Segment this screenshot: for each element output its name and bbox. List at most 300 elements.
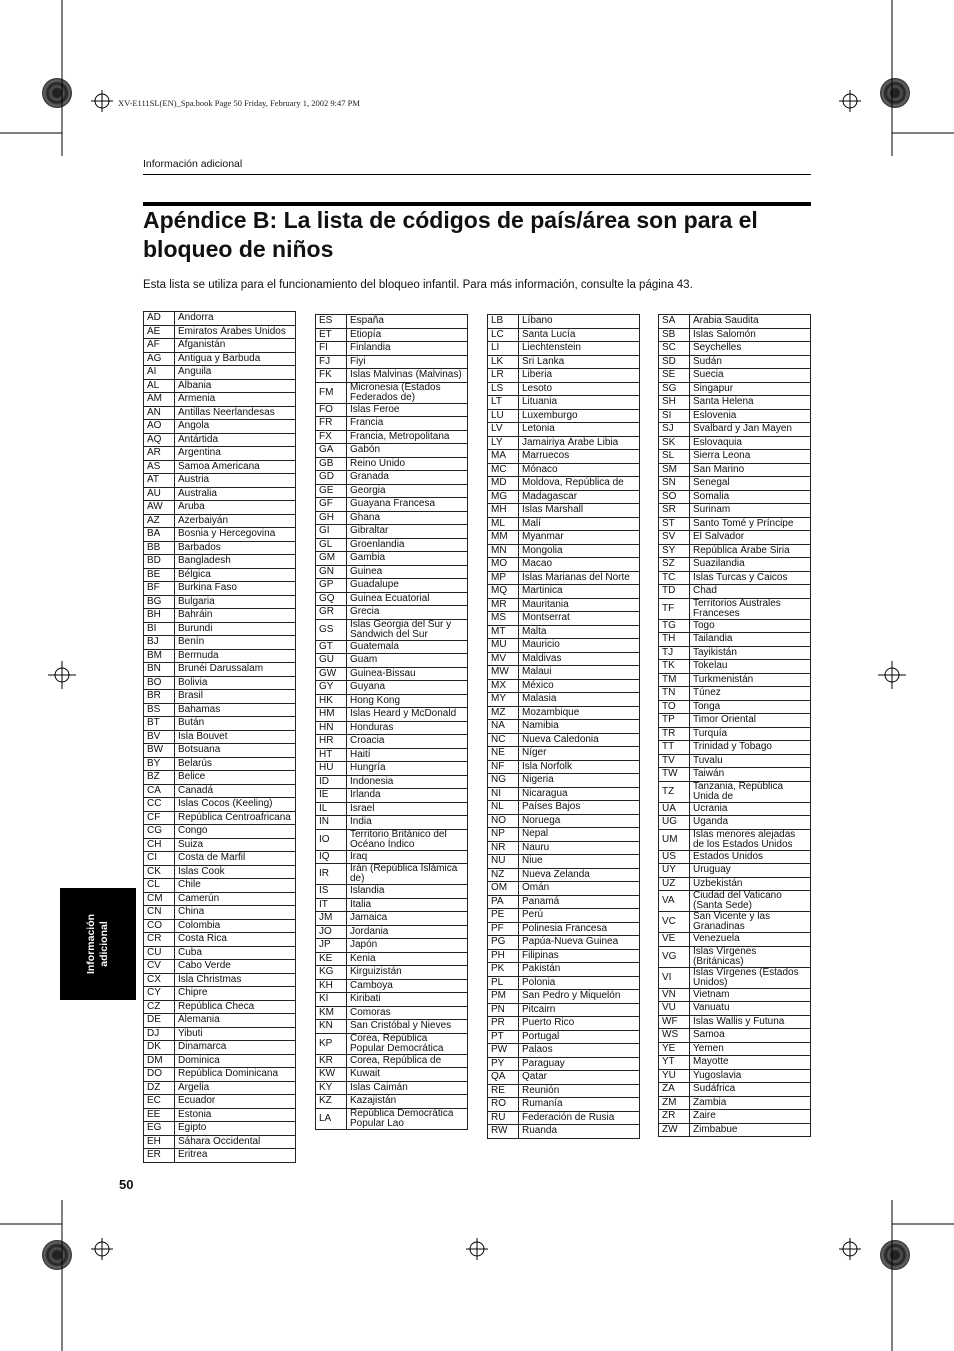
- country-code: LV: [488, 423, 519, 437]
- country-name: Dominica: [175, 1054, 296, 1068]
- country-name: Islas Cocos (Keeling): [175, 798, 296, 812]
- table-row: [144, 865, 296, 879]
- table-row: [659, 781, 811, 802]
- code-table-1: [143, 311, 296, 1163]
- table-row: [316, 315, 468, 329]
- country-code: GH: [316, 511, 347, 525]
- country-code: CN: [144, 906, 175, 920]
- table-row: [488, 801, 640, 815]
- table-row: [659, 558, 811, 572]
- country-code: NZ: [488, 868, 519, 882]
- country-code: AI: [144, 366, 175, 380]
- table-row: [316, 681, 468, 695]
- country-code: TO: [659, 700, 690, 714]
- country-name: Zambia: [690, 1096, 811, 1110]
- table-row: [144, 366, 296, 380]
- table-row: [659, 1002, 811, 1016]
- country-code: LT: [488, 396, 519, 410]
- table-row: [659, 355, 811, 369]
- country-name: Samoa: [690, 1029, 811, 1043]
- table-row: [659, 342, 811, 356]
- country-code: BV: [144, 730, 175, 744]
- country-code: BE: [144, 568, 175, 582]
- table-row: [488, 652, 640, 666]
- country-name: Yemen: [690, 1042, 811, 1056]
- table-row: [316, 864, 468, 885]
- table-row: [316, 735, 468, 749]
- country-name: Corea, República de: [347, 1054, 468, 1068]
- country-code: GS: [316, 619, 347, 640]
- table-row: [144, 1000, 296, 1014]
- country-name: Congo: [175, 825, 296, 839]
- country-name: Trinidad y Tobago: [690, 741, 811, 755]
- country-code: BB: [144, 541, 175, 555]
- table-row: [488, 612, 640, 626]
- country-code: EE: [144, 1108, 175, 1122]
- country-name: Belarús: [175, 757, 296, 771]
- country-name: Francia: [347, 417, 468, 431]
- country-code: GD: [316, 471, 347, 485]
- country-name: Bangladesh: [175, 555, 296, 569]
- table-row: [659, 517, 811, 531]
- country-name: Liechtenstein: [519, 342, 640, 356]
- country-name: Polinesia Francesa: [519, 922, 640, 936]
- table-row: [316, 342, 468, 356]
- country-name: Lituania: [519, 396, 640, 410]
- country-code: AD: [144, 312, 175, 326]
- country-name: Camerún: [175, 892, 296, 906]
- country-code: CX: [144, 973, 175, 987]
- country-name: Turkmenistán: [690, 673, 811, 687]
- table-row: [659, 396, 811, 410]
- country-name: Islas Feroe: [347, 403, 468, 417]
- country-code: NI: [488, 787, 519, 801]
- page-title: Apéndice B: La lista de códigos de país/área son para el bloqueo de niños: [143, 207, 758, 262]
- country-code: AN: [144, 406, 175, 420]
- side-tab: [60, 888, 136, 1000]
- country-code: BT: [144, 717, 175, 731]
- country-code: ST: [659, 517, 690, 531]
- country-name: Países Bajos: [519, 801, 640, 815]
- table-row: [488, 1084, 640, 1098]
- table-row: [488, 315, 640, 329]
- table-row: [144, 676, 296, 690]
- table-row: [488, 517, 640, 531]
- country-code: PW: [488, 1044, 519, 1058]
- country-code: BD: [144, 555, 175, 569]
- country-name: Santo Tomé y Príncipe: [690, 517, 811, 531]
- table-row: [316, 619, 468, 640]
- country-name: China: [175, 906, 296, 920]
- country-name: Ucrania: [690, 802, 811, 816]
- country-name: Zaire: [690, 1110, 811, 1124]
- country-code: EC: [144, 1095, 175, 1109]
- country-name: Paraguay: [519, 1057, 640, 1071]
- country-code: BF: [144, 582, 175, 596]
- country-code: IR: [316, 864, 347, 885]
- country-name: Andorra: [175, 312, 296, 326]
- table-row: [144, 987, 296, 1001]
- table-row: [659, 912, 811, 933]
- table-row: [144, 1041, 296, 1055]
- table-row: [659, 816, 811, 830]
- table-row: [316, 1054, 468, 1068]
- country-name: Suazilandia: [690, 558, 811, 572]
- country-code: CA: [144, 784, 175, 798]
- country-name: Bermuda: [175, 649, 296, 663]
- country-code: KH: [316, 979, 347, 993]
- country-name: Perú: [519, 909, 640, 923]
- country-name: Burkina Faso: [175, 582, 296, 596]
- country-name: Antillas Neerlandesas: [175, 406, 296, 420]
- table-row: [659, 409, 811, 423]
- country-name: Armenia: [175, 393, 296, 407]
- country-name: Vietnam: [690, 988, 811, 1002]
- table-row: [488, 1071, 640, 1085]
- table-row: [144, 1081, 296, 1095]
- table-row: [144, 528, 296, 542]
- table-row: [144, 514, 296, 528]
- table-row: [488, 409, 640, 423]
- table-row: [316, 912, 468, 926]
- country-code: FX: [316, 430, 347, 444]
- country-code: KY: [316, 1081, 347, 1095]
- table-row: [144, 1054, 296, 1068]
- country-name: Guinea: [347, 565, 468, 579]
- table-row: [488, 841, 640, 855]
- country-name: Mongolia: [519, 544, 640, 558]
- country-code: SB: [659, 328, 690, 342]
- country-code: GW: [316, 667, 347, 681]
- table-row: [488, 720, 640, 734]
- country-name: Haití: [347, 748, 468, 762]
- country-code: IE: [316, 789, 347, 803]
- country-name: Seychelles: [690, 342, 811, 356]
- table-row: [488, 504, 640, 518]
- country-code: LA: [316, 1108, 347, 1129]
- page-number: 50: [119, 1177, 134, 1192]
- country-name: Bahamas: [175, 703, 296, 717]
- country-name: Polonia: [519, 976, 640, 990]
- table-row: [659, 741, 811, 755]
- table-row: [488, 760, 640, 774]
- country-name: Guinea Ecuatorial: [347, 592, 468, 606]
- country-name: Tonga: [690, 700, 811, 714]
- country-code: SM: [659, 463, 690, 477]
- country-code: SK: [659, 436, 690, 450]
- table-row: [316, 775, 468, 789]
- country-code: VG: [659, 946, 690, 967]
- table-row: [316, 979, 468, 993]
- table-row: [316, 885, 468, 899]
- country-name: Isla Norfolk: [519, 760, 640, 774]
- country-name: Islas Cook: [175, 865, 296, 879]
- country-name: Túnez: [690, 687, 811, 701]
- country-code: KP: [316, 1033, 347, 1054]
- country-name: Yugoslavia: [690, 1069, 811, 1083]
- country-name: Hong Kong: [347, 694, 468, 708]
- country-code: BZ: [144, 771, 175, 785]
- table-row: [488, 625, 640, 639]
- country-code: HK: [316, 694, 347, 708]
- country-code: EG: [144, 1122, 175, 1136]
- table-row: [659, 315, 811, 329]
- country-code: TP: [659, 714, 690, 728]
- table-row: [316, 382, 468, 403]
- table-row: [488, 828, 640, 842]
- country-code: NE: [488, 747, 519, 761]
- country-name: Tuvalu: [690, 754, 811, 768]
- table-row: [659, 1042, 811, 1056]
- country-name: Egipto: [175, 1122, 296, 1136]
- country-name: Timor Oriental: [690, 714, 811, 728]
- country-code: GA: [316, 444, 347, 458]
- country-code: ZM: [659, 1096, 690, 1110]
- table-row: [144, 1135, 296, 1149]
- country-code: MH: [488, 504, 519, 518]
- table-row: [144, 744, 296, 758]
- table-row: [659, 598, 811, 619]
- country-name: Georgia: [347, 484, 468, 498]
- country-name: Alemania: [175, 1014, 296, 1028]
- country-name: Burundi: [175, 622, 296, 636]
- table-row: [659, 450, 811, 464]
- table-row: [144, 690, 296, 704]
- country-name: Islas Malvinas (Malvinas): [347, 369, 468, 383]
- country-name: Nepal: [519, 828, 640, 842]
- country-code: SJ: [659, 423, 690, 437]
- country-name: Líbano: [519, 315, 640, 329]
- table-row: [659, 933, 811, 947]
- country-name: Islas Wallis y Futuna: [690, 1015, 811, 1029]
- country-code: MA: [488, 450, 519, 464]
- country-name: Islas Turcas y Caicos: [690, 571, 811, 585]
- country-code: AE: [144, 325, 175, 339]
- country-name: San Vicente y las Granadinas: [690, 912, 811, 933]
- country-name: Benín: [175, 636, 296, 650]
- country-code: SD: [659, 355, 690, 369]
- country-code: PL: [488, 976, 519, 990]
- country-code: SL: [659, 450, 690, 464]
- country-code: CC: [144, 798, 175, 812]
- country-name: Uganda: [690, 816, 811, 830]
- country-name: Niue: [519, 855, 640, 869]
- country-code: WS: [659, 1029, 690, 1043]
- country-code: TW: [659, 768, 690, 782]
- country-code: ZR: [659, 1110, 690, 1124]
- country-name: Reino Unido: [347, 457, 468, 471]
- country-name: Chad: [690, 585, 811, 599]
- table-row: [316, 525, 468, 539]
- country-name: Ciudad del Vaticano (Santa Sede): [690, 891, 811, 912]
- country-code: KN: [316, 1020, 347, 1034]
- country-name: Corea, República Popular Democrática: [347, 1033, 468, 1054]
- table-row: [316, 355, 468, 369]
- table-row: [659, 382, 811, 396]
- country-name: Guadalupe: [347, 579, 468, 593]
- table-row: [144, 1095, 296, 1109]
- country-code: JO: [316, 925, 347, 939]
- country-name: San Marino: [690, 463, 811, 477]
- country-code: UG: [659, 816, 690, 830]
- country-name: Fiyi: [347, 355, 468, 369]
- country-name: República Centroafricana: [175, 811, 296, 825]
- country-name: Cabo Verde: [175, 960, 296, 974]
- country-name: Islas Marianas del Norte: [519, 571, 640, 585]
- table-row: [488, 1030, 640, 1044]
- country-code: GM: [316, 552, 347, 566]
- country-code: NF: [488, 760, 519, 774]
- country-name: Estonia: [175, 1108, 296, 1122]
- country-name: Islandia: [347, 885, 468, 899]
- country-code: CL: [144, 879, 175, 893]
- country-code: NC: [488, 733, 519, 747]
- country-code: FR: [316, 417, 347, 431]
- country-code: MT: [488, 625, 519, 639]
- table-row: [316, 369, 468, 383]
- country-name: Singapur: [690, 382, 811, 396]
- table-row: [659, 714, 811, 728]
- country-code: GP: [316, 579, 347, 593]
- country-name: Aruba: [175, 501, 296, 515]
- country-code: TK: [659, 660, 690, 674]
- country-code: GF: [316, 498, 347, 512]
- table-row: [488, 544, 640, 558]
- table-row: [144, 339, 296, 353]
- country-name: Irán (República Islámica de): [347, 864, 468, 885]
- country-name: Tailandia: [690, 633, 811, 647]
- country-code: UZ: [659, 877, 690, 891]
- country-code: LC: [488, 328, 519, 342]
- country-name: Austria: [175, 474, 296, 488]
- country-name: Territorio Británico del Océano Índico: [347, 829, 468, 850]
- country-name: Eritrea: [175, 1149, 296, 1163]
- table-row: [659, 673, 811, 687]
- country-name: Irlanda: [347, 789, 468, 803]
- table-row: [488, 922, 640, 936]
- table-row: [659, 633, 811, 647]
- table-row: [144, 825, 296, 839]
- country-code: MD: [488, 477, 519, 491]
- table-row: [659, 1123, 811, 1137]
- country-code: KR: [316, 1054, 347, 1068]
- country-name: Bahráin: [175, 609, 296, 623]
- country-name: Sierra Leona: [690, 450, 811, 464]
- table-row: [659, 571, 811, 585]
- country-name: Madagascar: [519, 490, 640, 504]
- country-name: Zimbabue: [690, 1123, 811, 1137]
- country-name: Suecia: [690, 369, 811, 383]
- country-code: KZ: [316, 1095, 347, 1109]
- country-code: OM: [488, 882, 519, 896]
- table-row: [316, 748, 468, 762]
- country-name: Gibraltar: [347, 525, 468, 539]
- country-name: Micronesia (Estados Federados de): [347, 382, 468, 403]
- table-row: [488, 895, 640, 909]
- table-row: [659, 544, 811, 558]
- country-name: Japón: [347, 939, 468, 953]
- country-name: Comoras: [347, 1006, 468, 1020]
- table-row: [488, 1003, 640, 1017]
- country-code: VC: [659, 912, 690, 933]
- country-name: Groenlandia: [347, 538, 468, 552]
- table-row: [488, 774, 640, 788]
- country-name: Namibia: [519, 720, 640, 734]
- table-row: [316, 816, 468, 830]
- table-row: [488, 585, 640, 599]
- country-name: Mónaco: [519, 463, 640, 477]
- table-row: [659, 967, 811, 988]
- country-name: Islas Marshall: [519, 504, 640, 518]
- country-name: Guam: [347, 654, 468, 668]
- country-code: NO: [488, 814, 519, 828]
- country-name: Eslovaquia: [690, 436, 811, 450]
- country-name: Martinica: [519, 585, 640, 599]
- country-name: Letonia: [519, 423, 640, 437]
- country-name: Samoa Americana: [175, 460, 296, 474]
- table-row: [144, 555, 296, 569]
- table-row: [316, 403, 468, 417]
- country-code: HT: [316, 748, 347, 762]
- table-row: [659, 1015, 811, 1029]
- country-code: CZ: [144, 1000, 175, 1014]
- country-name: Islas Heard y McDonald: [347, 708, 468, 722]
- table-row: [488, 598, 640, 612]
- country-name: Afganistán: [175, 339, 296, 353]
- table-row: [659, 1069, 811, 1083]
- country-code: MW: [488, 666, 519, 680]
- country-code: MY: [488, 693, 519, 707]
- country-code: DM: [144, 1054, 175, 1068]
- country-code: AG: [144, 352, 175, 366]
- country-code: DJ: [144, 1027, 175, 1041]
- country-code: AT: [144, 474, 175, 488]
- table-row: [144, 460, 296, 474]
- country-code: SO: [659, 490, 690, 504]
- country-name: Malí: [519, 517, 640, 531]
- country-code: AL: [144, 379, 175, 393]
- country-code: FO: [316, 403, 347, 417]
- table-row: [316, 708, 468, 722]
- country-code: BM: [144, 649, 175, 663]
- country-name: Emiratos Árabes Unidos: [175, 325, 296, 339]
- country-name: Territorios Australes Franceses: [690, 598, 811, 619]
- country-name: Senegal: [690, 477, 811, 491]
- country-code: SY: [659, 544, 690, 558]
- table-row: [488, 477, 640, 491]
- country-name: Níger: [519, 747, 640, 761]
- country-name: República Checa: [175, 1000, 296, 1014]
- country-name: Isla Bouvet: [175, 730, 296, 744]
- table-row: [316, 721, 468, 735]
- country-code: BA: [144, 528, 175, 542]
- table-row: [488, 355, 640, 369]
- country-code: ML: [488, 517, 519, 531]
- table-row: [488, 450, 640, 464]
- country-code: IN: [316, 816, 347, 830]
- table-row: [144, 663, 296, 677]
- country-name: Tayikistán: [690, 646, 811, 660]
- table-row: [316, 952, 468, 966]
- country-name: Mozambique: [519, 706, 640, 720]
- country-name: Kirguizistán: [347, 966, 468, 980]
- table-row: [659, 1029, 811, 1043]
- country-name: Francia, Metropolitana: [347, 430, 468, 444]
- table-row: [488, 382, 640, 396]
- country-name: Kenia: [347, 952, 468, 966]
- table-row: [144, 447, 296, 461]
- country-name: Azerbaiyán: [175, 514, 296, 528]
